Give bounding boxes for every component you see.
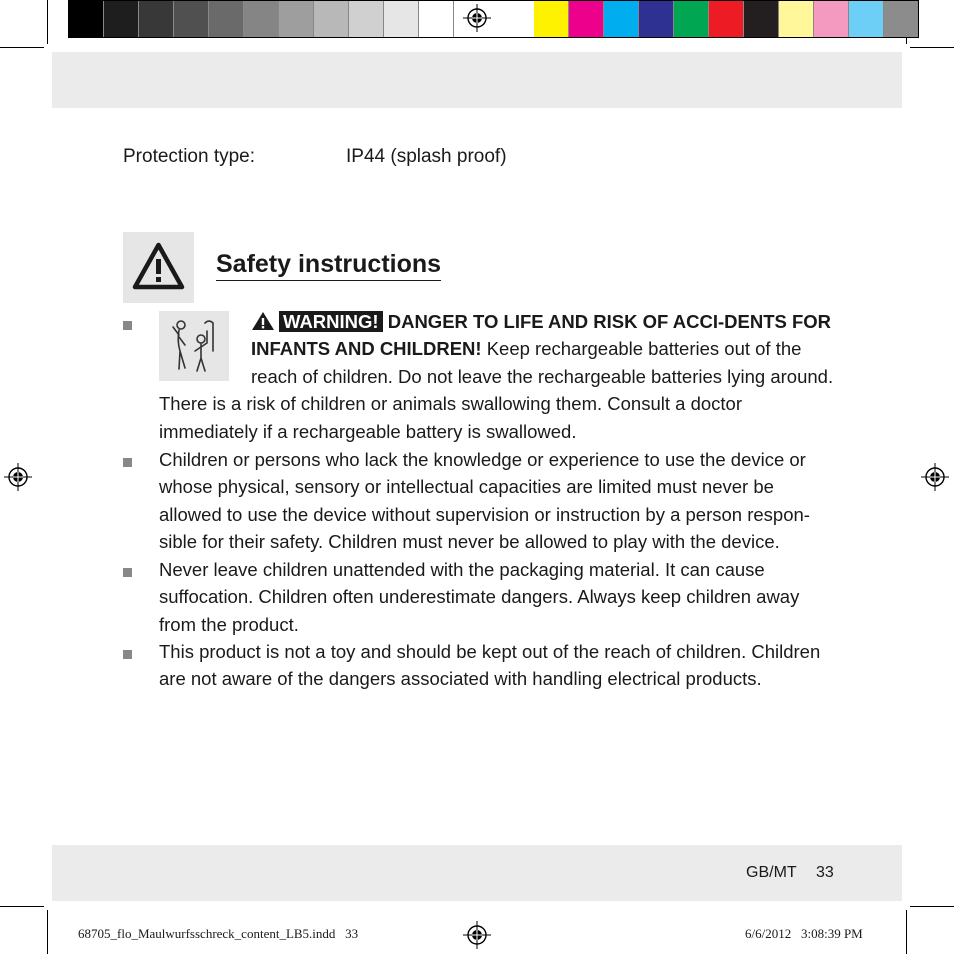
registration-mark-icon xyxy=(463,921,491,949)
spec-value: IP44 (splash proof) xyxy=(346,146,507,167)
list-item: Never leave children unattended with the packaging material. It can cause suffocation. Children often underestimate dangers. Always keep children away from the product. xyxy=(159,559,800,635)
color-swatch xyxy=(779,1,814,37)
bullet-marker xyxy=(123,650,132,659)
bullet-marker xyxy=(123,458,132,467)
color-swatch xyxy=(104,1,139,37)
color-swatch xyxy=(569,1,604,37)
color-swatch xyxy=(884,1,918,37)
crop-mark xyxy=(47,910,48,954)
list-item: This product is not a toy and should be kept out of the reach of children. Children are not aware of the dangers associated with handling electrical products. xyxy=(159,641,821,690)
color-swatch xyxy=(674,1,709,37)
section-title: Safety instructions xyxy=(216,250,441,281)
color-calibration-bar xyxy=(68,0,919,38)
crop-mark xyxy=(0,47,44,48)
child-safety-pictogram xyxy=(159,311,229,381)
color-swatch xyxy=(69,1,104,37)
color-swatch xyxy=(814,1,849,37)
slug-file: 68705_flo_Maulwurfsschreck_content_LB5.indd 33 xyxy=(78,926,359,941)
color-swatch xyxy=(639,1,674,37)
color-swatch xyxy=(604,1,639,37)
color-swatch xyxy=(174,1,209,37)
crop-mark xyxy=(0,906,44,907)
crop-mark xyxy=(906,910,907,954)
spec-label: Protection type: xyxy=(123,146,256,167)
footer-locale: GB/MT xyxy=(746,864,797,881)
color-swatch xyxy=(709,1,744,37)
color-swatch xyxy=(849,1,884,37)
registration-mark-icon xyxy=(921,463,949,491)
page-number: 33 xyxy=(816,864,834,881)
list-item xyxy=(159,308,835,445)
child-safety-icon xyxy=(159,311,229,381)
warning-triangle-icon xyxy=(123,232,194,303)
item-text: Keep rechargeable batteries out of the reach of children. Do not leave the rechargeable batteries lying around. There is a risk of children or animals swallowing them. Consult a doctor immediately if a rechargeable battery is swallowed. xyxy=(159,338,834,442)
warning-sign-box xyxy=(123,232,194,303)
bullet-marker xyxy=(123,321,132,330)
color-swatch xyxy=(314,1,349,37)
registration-mark-icon xyxy=(4,463,32,491)
header-band xyxy=(52,52,902,108)
crop-mark xyxy=(47,0,48,44)
color-swatch xyxy=(349,1,384,37)
color-swatch xyxy=(244,1,279,37)
color-swatch xyxy=(384,1,419,37)
color-swatch xyxy=(419,1,454,37)
color-swatch xyxy=(209,1,244,37)
color-swatch xyxy=(744,1,779,37)
danger-text: DANGER TO LIFE AND RISK OF ACCI-DENTS FOR INFANTS AND CHILDREN! xyxy=(251,311,832,360)
warning-triangle-small-icon xyxy=(251,311,275,331)
registration-mark-icon xyxy=(463,4,491,32)
bullet-marker xyxy=(123,568,132,577)
crop-mark xyxy=(910,906,954,907)
warning-label: WARNING! xyxy=(279,311,383,332)
color-swatch xyxy=(139,1,174,37)
crop-mark xyxy=(910,47,954,48)
color-swatch xyxy=(534,1,569,37)
list-item: Children or persons who lack the knowledge or experience to use the device or whose physical, sensory or intellectual capacities are limited must never be allowed to use the device without supervision or instruction by a person respon-sible for their safety. Children must never be allowed to play with the device. xyxy=(159,449,810,553)
slug-datetime: 6/6/2012 3:08:39 PM xyxy=(745,926,863,941)
color-swatch xyxy=(279,1,314,37)
